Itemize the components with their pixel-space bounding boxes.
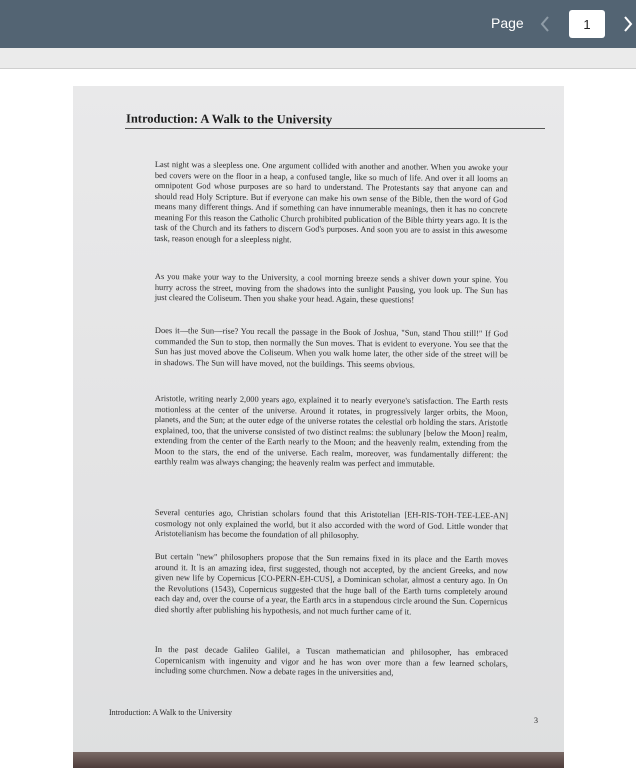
document-title: Introduction: A Walk to the University (125, 111, 333, 127)
viewer-toolbar (0, 0, 636, 48)
table-edge (73, 752, 564, 768)
page-photo (73, 86, 564, 768)
chevron-right-icon (622, 15, 634, 33)
page-footer-title: Introduction: A Walk to the University (109, 708, 232, 717)
page-number-input[interactable] (569, 10, 605, 38)
page-label: Page (491, 15, 524, 31)
chevron-left-icon (539, 15, 551, 33)
title-rule (125, 128, 545, 129)
viewer-subbar (0, 48, 636, 69)
paragraph-4: Aristotle, writing nearly 2,000 years ago, explained it to nearly everyone's satisfaction. The Earth rests motionless at the center of the universe. Around it rotates, in progressively larger orbits, the Moon, planets, and the Sun; at the outer edge of the universe rotates the celestial orb holding the stars. Aristotle explained, too, that the universe consisted of two distinct realms: the sublunary [below the Moon] realm, extending from the center of the Earth nearly to the Moon; and the heavenly realm, extending from the Moon to the stars, the end of the universe. Each realm, moreover, was fundamentally different: the earthly realm was always changing; the heavenly realm was perfect and immutable. (154, 394, 508, 469)
paragraph-7: In the past decade Galileo Galilei, a Tuscan mathematician and philosopher, has embraced Copernicanism with ingenuity and vigor and he has won over more than a few learned scholars, including some churchmen. Now a debate rages in the universities and, (154, 645, 508, 678)
paragraph-3: Does it—the Sun—rise? You recall the passage in the Book of Joshua, "Sun, stand Thou still!" If God commanded the Sun to stop, then normally the Sun moves. That is evident to everyone. You see that the Sun has just moved above the Coliseum. When you walk home later, the other side of the street will be in shadows. The Sun will have moved, not the buildings. This seems obvious. (154, 326, 508, 369)
previous-page-button[interactable] (533, 10, 557, 38)
paragraph-6: But certain "new" philosophers propose that the Sun remains fixed in its place and the Earth moves around it. It is an amazing idea, first suggested, though not accepted, by the ancient Greeks, and now given new life by Copernicus [CO-PERN-EH-CUS], a Dominican scholar, almost a century ago. In On the Revolutions (1543), Copernicus suggested that the huge ball of the Earth turns completely around each day and, over the course of a year, the Earth arcs in a stupendous circle around the Sun. Copernicus died shortly after publishing his hypothesis, and not much further came of it. (154, 552, 508, 616)
page-footer-number: 3 (534, 716, 538, 725)
paragraph-5: Several centuries ago, Christian scholars found that this Aristotelian [EH-RIS-TOH-TEE-LEE-AN] cosmology not only explained the world, but it also accorded with the word of God. Little wonder that Aristotelianism has become the foundation of all philosophy. (154, 508, 508, 540)
document-page (73, 86, 564, 768)
paragraph-2: As you make your way to the University, a cool morning breeze sends a shiver down your spine. You hurry across the street, moving from the shadows into the sunlight Pausing, you look up. The Sun has just cleared the Coliseum. Then you shake your head. Again, these questions! (154, 272, 508, 305)
paragraph-1: Last night was a sleepless one. One argument collided with another and another. When you awoke your bed covers were on the floor in a heap, a confused tangle, like so much of life. And over it all looms an omnipotent God whose purposes are so hard to understand. The Protestants say that anyone can and should read Holy Scripture. But if everyone can make his own sense of the Bible, then the word of God means many different things. And if something can have innumerable meanings, then it has no concrete meaning For this reason the Catholic Church prohibited publication of the Bible thirty years ago. It is the task of the Church and its fathers to discern God's purposes. And soon you are to assist in this awesome task, reason enough for a sleepless night. (154, 160, 508, 244)
next-page-button[interactable] (616, 10, 636, 38)
